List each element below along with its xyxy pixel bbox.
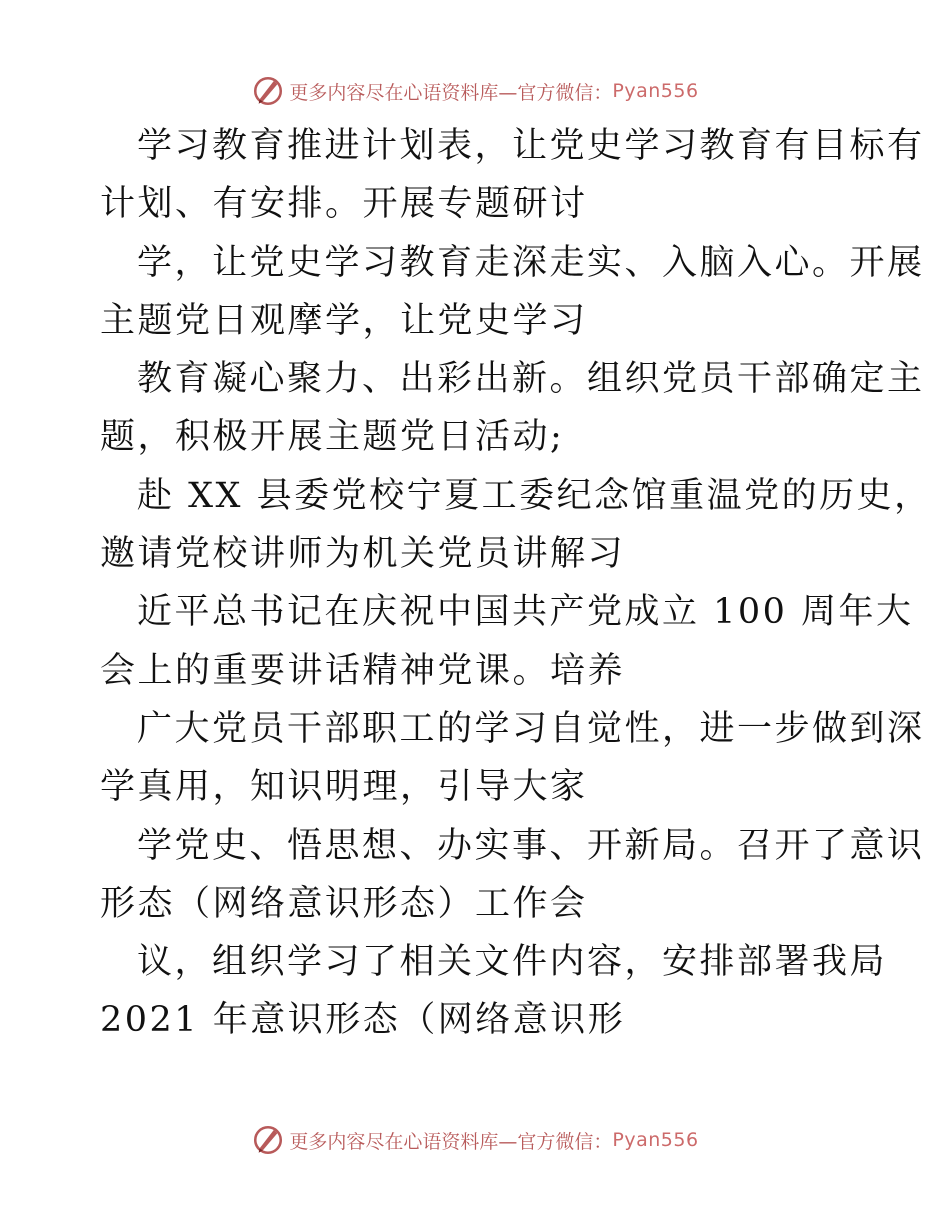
- text-line: 广大党员干部职工的学习自觉性，进一步做到深: [137, 708, 925, 749]
- text-line: 会上的重要讲话精神党课。培养: [100, 650, 626, 691]
- text-line: 计划、有安排。开展专题研讨: [100, 184, 588, 225]
- text-line: 近平总书记在庆祝中国共产党成立 100 周年大: [137, 592, 914, 633]
- text-line: 学真用，知识明理，引导大家: [100, 767, 588, 808]
- header-watermark: [0, 73, 950, 109]
- quill-pen-logo-icon: [251, 74, 285, 108]
- text-line: 教育凝心聚力、出彩出新。组织党员干部确定主: [137, 359, 925, 400]
- text-line: 形态（网络意识形态）工作会: [100, 883, 588, 924]
- document-body: [100, 117, 932, 1050]
- text-line: 题，积极开展主题党日活动;: [100, 417, 565, 458]
- watermark-text: 更多内容尽在心语资料库—官方微信：: [289, 1130, 613, 1153]
- text-line: 学，让党史学习教育走深走实、入脑入心。开展: [137, 242, 925, 283]
- quill-pen-logo-icon: [251, 1123, 285, 1157]
- text-line: 赴 XX 县委党校宁夏工委纪念馆重温党的历史，: [137, 475, 932, 516]
- text-line: 学党史、悟思想、办实事、开新局。召开了意识: [137, 825, 925, 866]
- text-line: 主题党日观摩学，让党史学习: [100, 300, 588, 341]
- watermark-account: Pyan556: [612, 80, 699, 102]
- text-line: 学习教育推进计划表，让党史学习教育有目标有: [137, 126, 925, 166]
- text-line: 邀请党校讲师为机关党员讲解习: [100, 534, 626, 575]
- watermark-account: Pyan556: [612, 1129, 699, 1151]
- watermark-text: 更多内容尽在心语资料库—官方微信：: [289, 81, 613, 104]
- text-line: 议，组织学习了相关文件内容，安排部署我局: [137, 942, 888, 983]
- text-line: 2021 年意识形态（网络意识形: [100, 1000, 626, 1041]
- footer-watermark: [0, 1122, 950, 1158]
